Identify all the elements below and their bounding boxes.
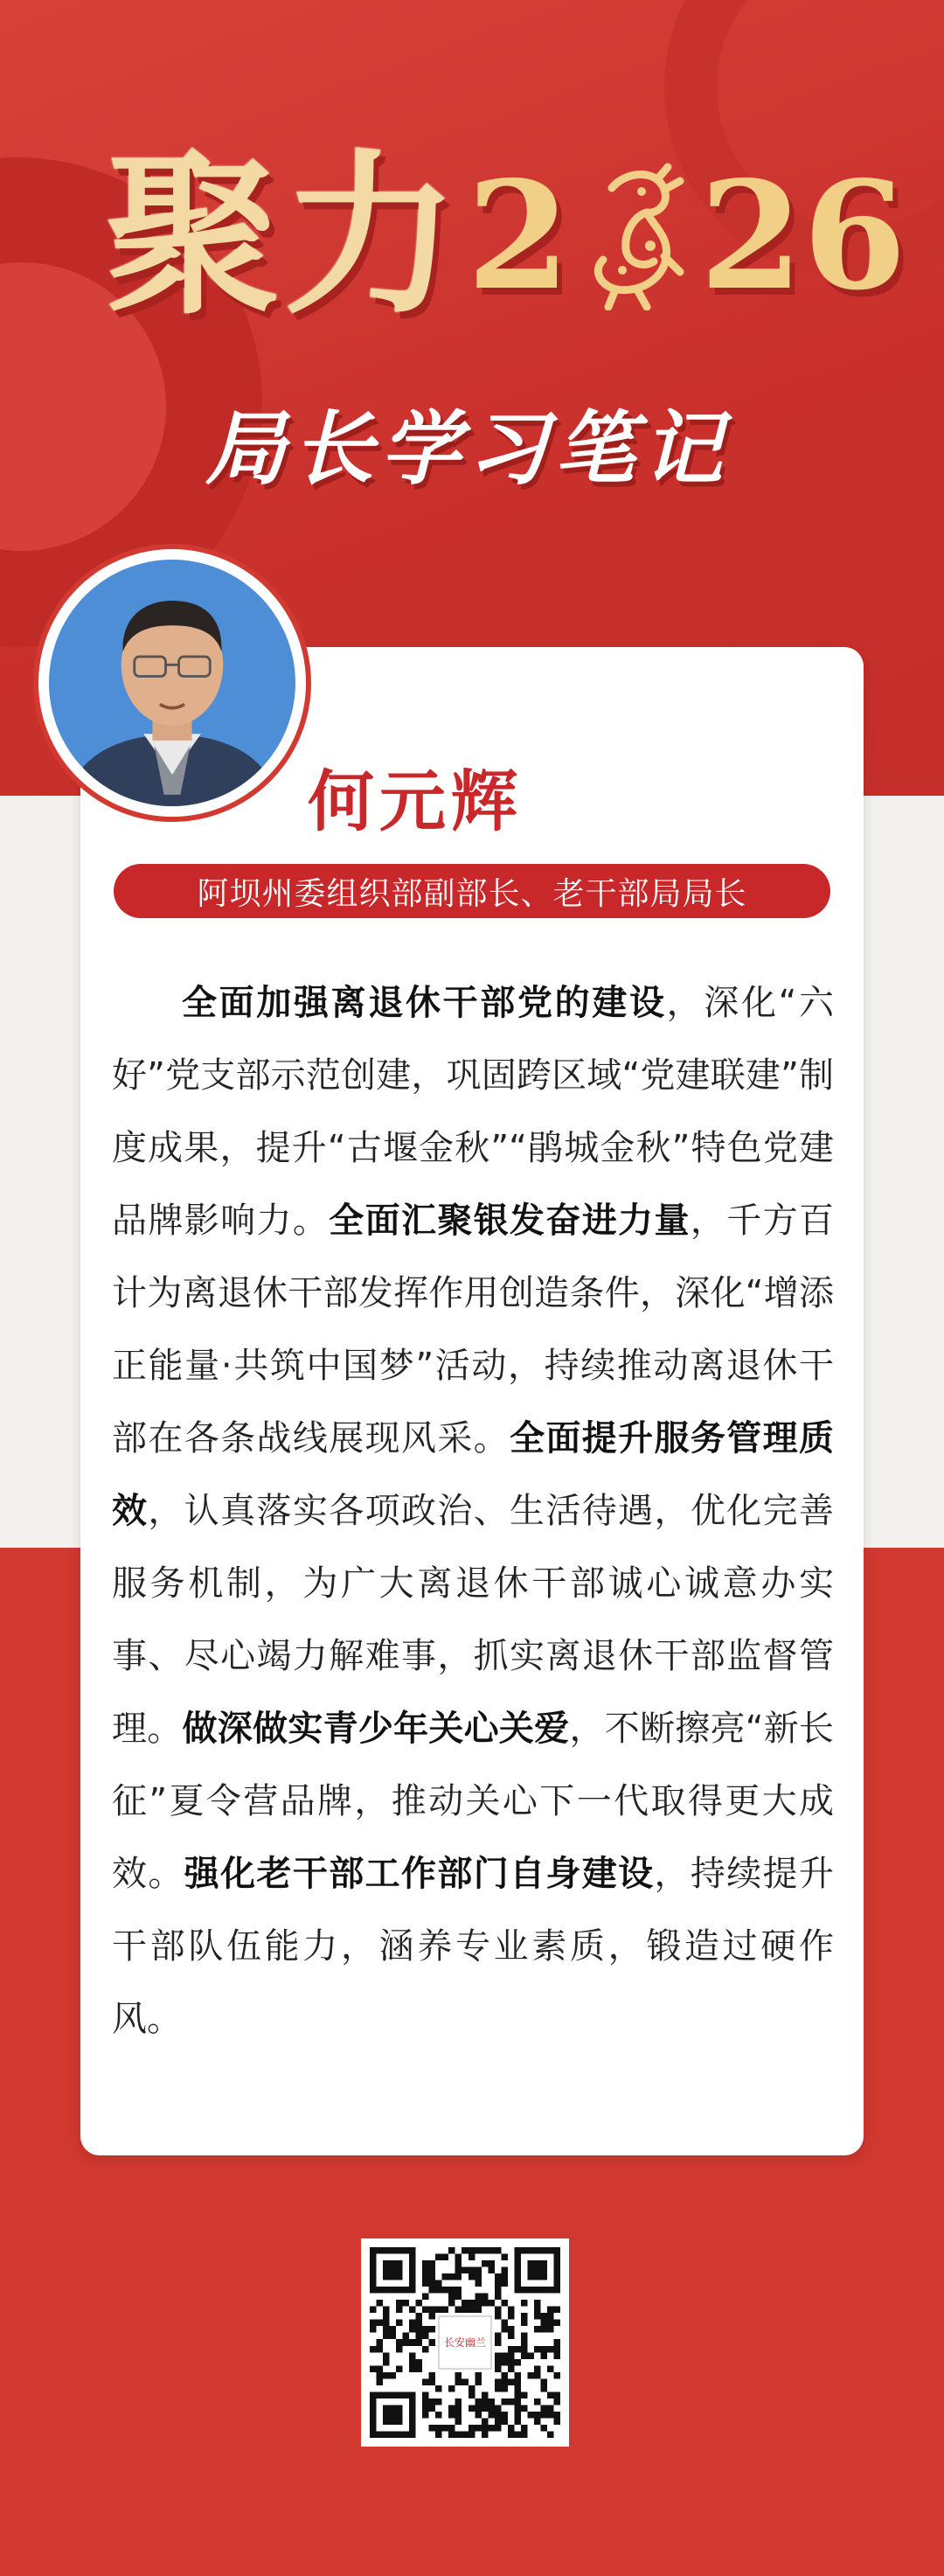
avatar	[33, 544, 311, 822]
article-heading-phrase: 强化老干部工作部门自身建设	[184, 1854, 655, 1894]
article-text: ，千方百计为离退休干部发挥作用创造条件，深化“增添正能量·共筑中国梦”活动，持续推动离退休干部在各条战线展现风采。	[112, 1201, 835, 1459]
article-heading-phrase: 全面加强离退休干部党的建设	[182, 983, 667, 1023]
person-name: 何元辉	[308, 762, 523, 840]
horse-icon	[573, 162, 696, 310]
year-digits-right: 26	[699, 149, 906, 324]
person-title-badge: 阿坝州委组织部副部长、老干部局局长	[114, 864, 830, 918]
poster-subtitle: 局长学习笔记	[205, 402, 731, 496]
year-digit-left: 2	[467, 149, 571, 324]
article-text: ，认真落实各项政治、生活待遇，优化完善服务机制，为广大离退休干部诚心诚意办实事、尽心竭力解难事，抓实离退休干部监督管理。	[112, 1491, 835, 1749]
qr-center-logo: 长安幽兰	[438, 2315, 492, 2370]
poster-title	[105, 131, 906, 341]
title-text: 聚力	[105, 133, 462, 338]
portrait-photo	[49, 560, 295, 806]
article-text: ，持续提升干部队伍能力，涵养专业素质，锻造过硬作风。	[112, 1854, 835, 2039]
article-heading-phrase: 全面汇聚银发奋进力量	[329, 1201, 691, 1241]
article-text: ，深化“六好”党支部示范创建，巩固跨区域“党建联建”制度成果，提升“古堰金秋”“鹃城金秋”特色党建品牌影响力。	[112, 983, 834, 1241]
article-text: ，不断擦亮“新长征”夏令营品牌，推动关心下一代取得更大成效。	[112, 1709, 835, 1894]
qr-code[interactable]	[361, 2238, 569, 2447]
title-year	[467, 149, 906, 324]
article-heading-phrase: 全面提升服务管理质效	[112, 1418, 835, 1531]
article-heading-phrase: 做深做实青少年关心关爱	[182, 1709, 570, 1749]
article-body	[112, 967, 834, 2056]
